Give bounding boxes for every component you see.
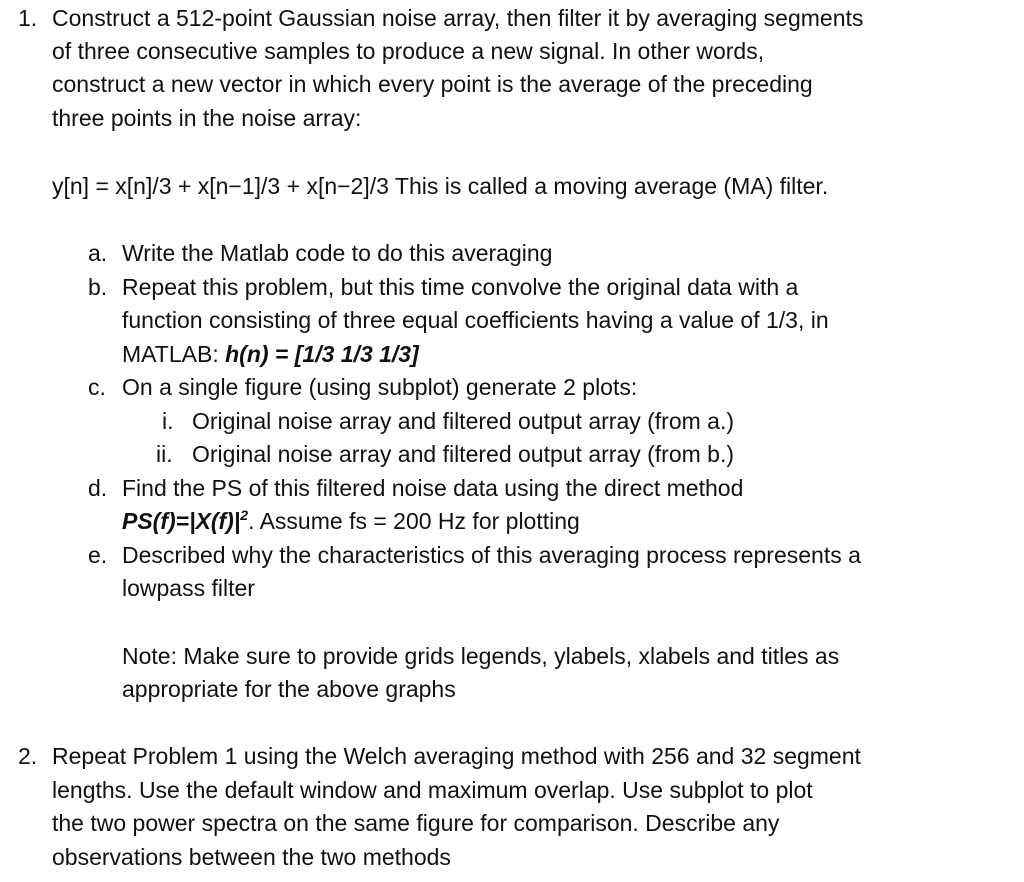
question-1-text-line-3: construct a new vector in which every point is the average of the preceding: [52, 71, 813, 97]
item-c-text: On a single figure (using subplot) generate 2 plots:: [122, 374, 638, 400]
question-1-number: 1.: [18, 5, 38, 31]
item-e-text-line-2: lowpass filter: [122, 575, 255, 601]
item-c-i-text: Original noise array and filtered output array (from a.): [192, 408, 735, 434]
power-spectrum-exponent: 2: [240, 507, 249, 523]
question-2-text-line-2: lengths. Use the default window and maximum overlap. Use subplot to plot: [52, 777, 813, 803]
item-d-text-line-2: [122, 506, 580, 536]
item-c-ii-label: ii.: [156, 441, 173, 467]
item-c-i-label: i.: [162, 408, 174, 434]
item-b-filter-formula: h(n) = [1/3 1/3 1/3]: [225, 341, 419, 367]
item-b-text-line-2: function consisting of three equal coefficients having a value of 1/3, in: [122, 307, 829, 333]
question-2-number: 2.: [18, 743, 38, 769]
question-2-text-line-1: Repeat Problem 1 using the Welch averaging method with 256 and 32 segment: [52, 743, 861, 769]
item-d-sampling-note: . Assume fs = 200 Hz for plotting: [248, 508, 580, 534]
question-2-text-line-3: the two power spectra on the same figure for comparison. Describe any: [52, 810, 780, 836]
item-b-label: b.: [88, 274, 108, 300]
moving-average-equation: y[n] = x[n]/3 + x[n−1]/3 + x[n−2]/3 This is called a moving average (MA) filter.: [52, 173, 829, 199]
item-e-label: e.: [88, 542, 108, 568]
question-1-text-line-4: three points in the noise array:: [52, 105, 362, 131]
item-d-text-line-1: Find the PS of this filtered noise data using the direct method: [122, 475, 744, 501]
power-spectrum-formula: PS(f)=|X(f)|: [122, 508, 241, 534]
item-d-label: d.: [88, 475, 108, 501]
question-2-text-line-4: observations between the two methods: [52, 844, 451, 870]
note-line-2: appropriate for the above graphs: [122, 676, 456, 702]
item-c-label: c.: [88, 374, 106, 400]
question-1-text-line-1: Construct a 512-point Gaussian noise array, then filter it by averaging segments: [52, 5, 864, 31]
item-c-ii-text: Original noise array and filtered output array (from b.): [192, 441, 735, 467]
item-a-label: a.: [88, 240, 108, 266]
item-a-text: Write the Matlab code to do this averaging: [122, 240, 553, 266]
note-line-1: Note: Make sure to provide grids legends, ylabels, xlabels and titles as: [122, 643, 840, 669]
item-e-text-line-1: Described why the characteristics of this averaging process represents a: [122, 542, 861, 568]
item-b-text-line-1: Repeat this problem, but this time convolve the original data with a: [122, 274, 799, 300]
item-b-text-line-3: [122, 339, 419, 369]
item-b-matlab-prefix: MATLAB:: [122, 341, 226, 367]
question-1-text-line-2: of three consecutive samples to produce a new signal. In other words,: [52, 38, 765, 64]
